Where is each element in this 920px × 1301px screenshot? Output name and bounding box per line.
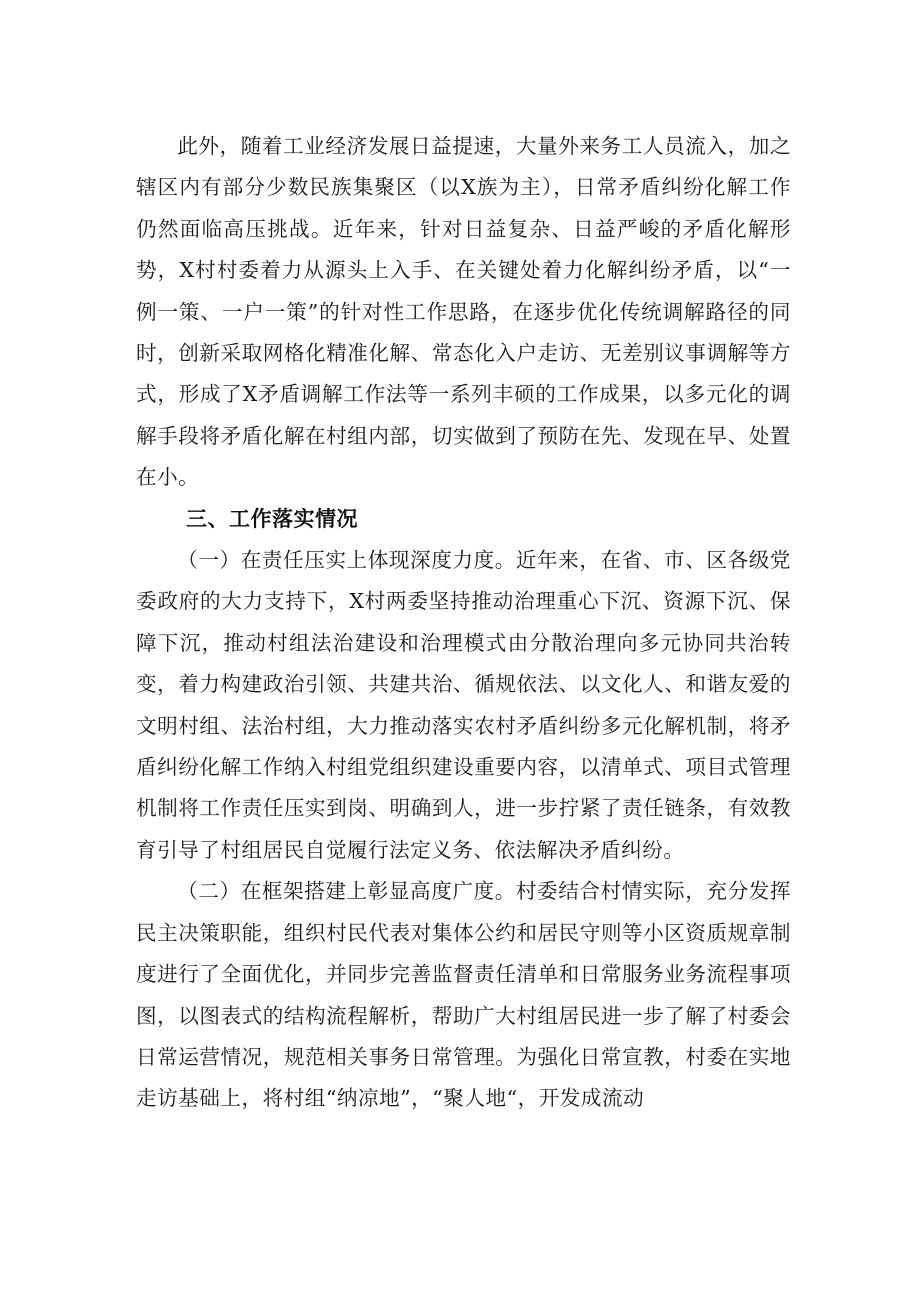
document-body [136,126,791,1120]
paragraph-framework: （二）在框架搭建上彰显高度广度。村委结合村情实际，充分发挥民主决策职能，组织村民代表对集体公约和居民守则等小区资质规章制度进行了全面优化，并同步完善监督责任清单和日常服务业务流程事项图，以图表式的结构流程解析，帮助广大村组居民进一步了解了村委会日常运营情况，规范相关事务日常管理。为强化日常宣教，村委在实地走访基础上，将村组“纳凉地”，“聚人地“，开发成流动 [136,879,791,1111]
paragraph-intro: 此外，随着工业经济发展日益提速，大量外来务工人员流入，加之辖区内有部分少数民族集聚区（以X族为主），日常矛盾纠纷化解工作仍然面临高压挑战。近年来，针对日益复杂、日益严峻的矛盾化解形势，X村村委着力从源头上入手、在关键处着力化解纠纷矛盾，以“一例一策、一户一策”的针对性工作思路，在逐步优化传统调解路径的同时，创新采取网格化精准化解、常态化入户走访、无差别议事调解等方式，形成了X矛盾调解工作法等一系列丰硕的工作成果，以多元化的调解手段将矛盾化解在村组内部，切实做到了预防在先、发现在早、处置在小。 [136,134,791,490]
section-heading: 三、工作落实情况 [186,506,358,531]
paragraph-responsibility: （一）在责任压实上体现深度力度。近年来，在省、市、区各级党委政府的大力支持下，X村两委坚持推动治理重心下沉、资源下沉、保障下沉，推动村组法治建设和治理模式由分散治理向多元协同共治转变，着力构建政治引领、共建共治、循规依法、以文化人、和谐友爱的文明村组、法治村组，大力推动落实农村矛盾纠纷多元化解机制，将矛盾纠纷化解工作纳入村组党组织建设重要内容，以清单式、项目式管理机制将工作责任压实到岗、明确到人，进一步拧紧了责任链条，有效教育引导了村组居民自觉履行法定义务、依法解决矛盾纠纷。 [136,548,791,862]
